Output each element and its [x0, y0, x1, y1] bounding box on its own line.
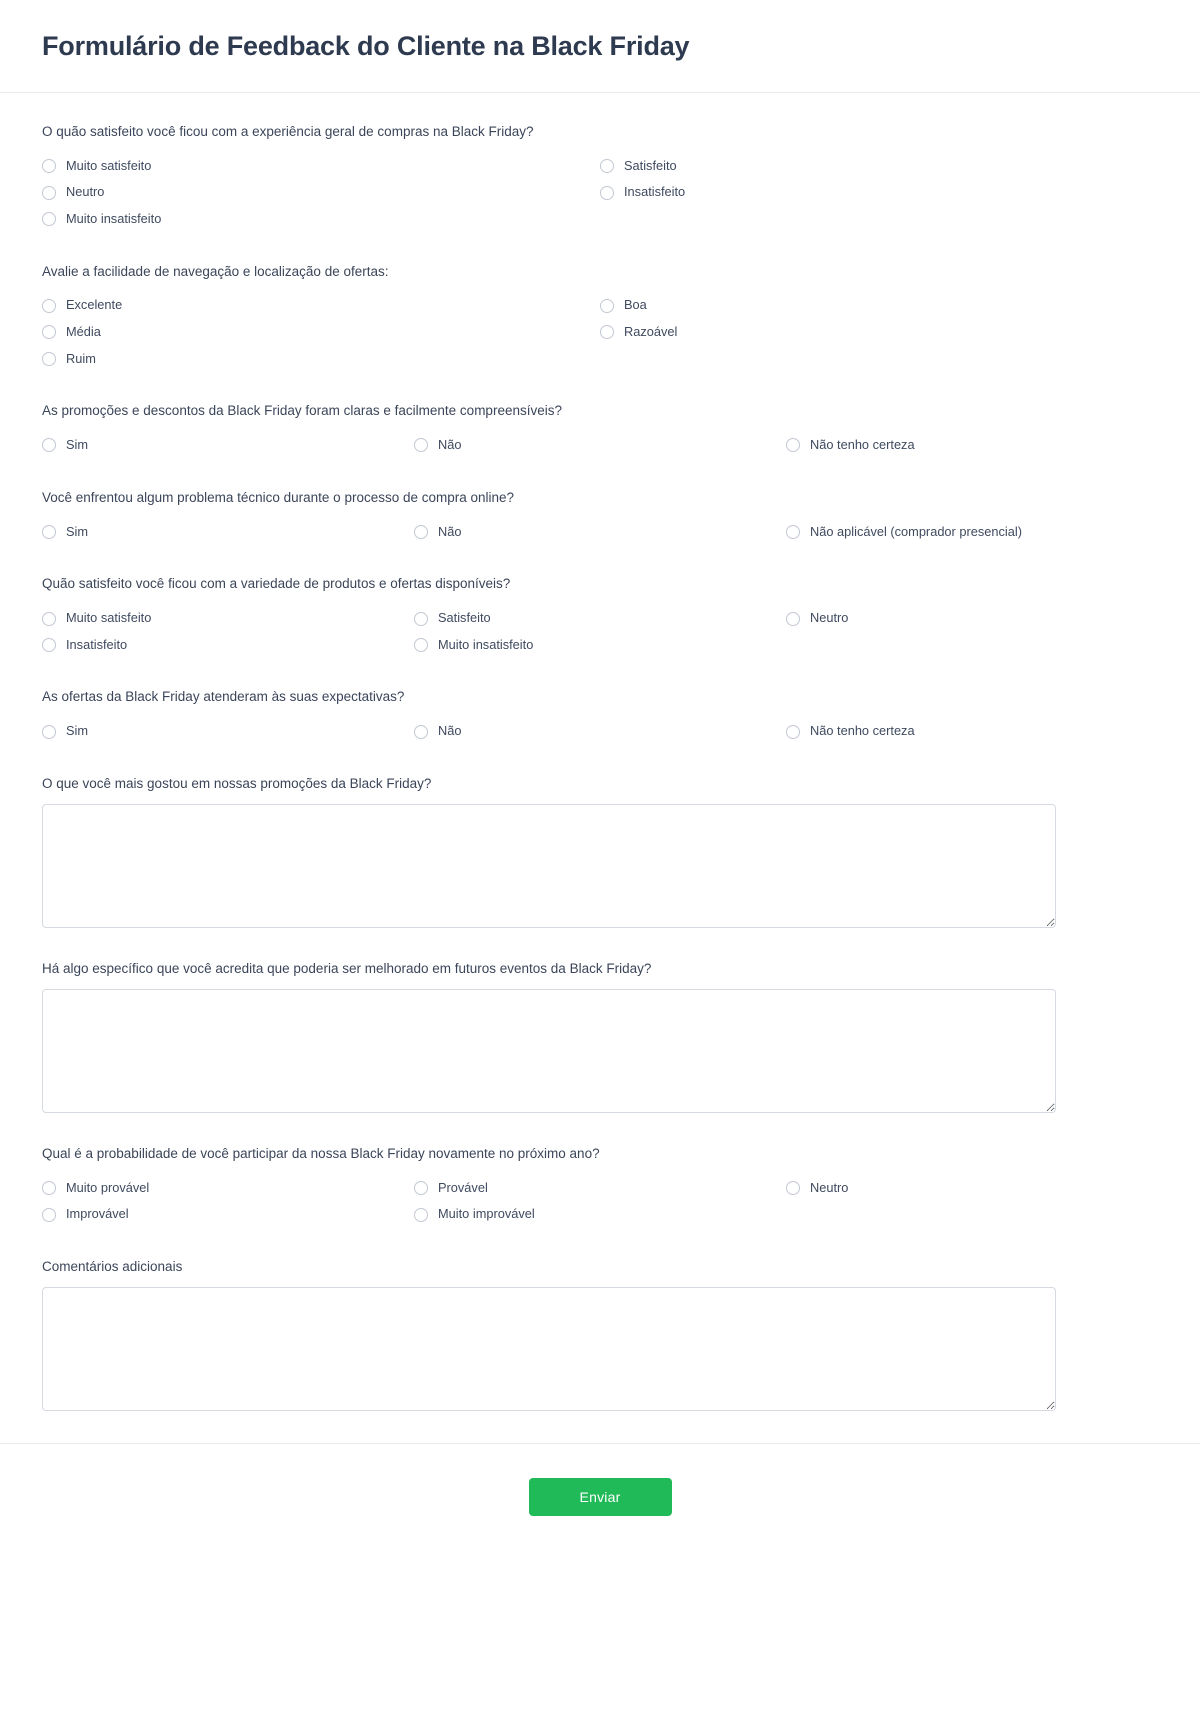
radio-circle-icon[interactable] [414, 1181, 428, 1195]
question-promocoes-claras [42, 402, 1158, 459]
option-label: Não [438, 723, 462, 739]
option-label: Não aplicável (comprador presencial) [810, 523, 1022, 539]
option-label: Neutro [810, 1179, 849, 1195]
radio-option-sim[interactable] [42, 432, 414, 459]
option-label: Muito satisfeito [66, 157, 152, 173]
radio-circle-icon[interactable] [600, 299, 614, 313]
radio-option-nao-tenho-certeza[interactable] [786, 718, 1158, 745]
radio-group-variedade-produtos [42, 605, 1158, 658]
option-label: Neutro [810, 610, 849, 626]
radio-circle-icon[interactable] [42, 352, 56, 366]
radio-option-media[interactable] [42, 319, 600, 346]
radio-circle-icon[interactable] [42, 438, 56, 452]
radio-circle-icon[interactable] [414, 638, 428, 652]
radio-circle-icon[interactable] [414, 438, 428, 452]
option-label: Sim [66, 523, 89, 539]
question-label: O que você mais gostou em nossas promoções da Black Friday? [42, 775, 432, 791]
radio-option-muito-satisfeito[interactable] [42, 153, 600, 180]
option-label: Muito satisfeito [66, 610, 152, 626]
radio-option-nao-tenho-certeza[interactable] [786, 432, 1158, 459]
radio-option-boa[interactable] [600, 292, 1158, 319]
question-mais-gostou [42, 775, 1158, 928]
question-label: Quão satisfeito você ficou com a variedade de produtos e ofertas disponíveis? [42, 576, 511, 592]
question-label: Qual é a probabilidade de você participar da nossa Black Friday novamente no próximo ano? [42, 1145, 600, 1161]
question-label: O quão satisfeito você ficou com a experiência geral de compras na Black Friday? [42, 123, 534, 139]
question-probabilidade-retorno [42, 1145, 1158, 1228]
radio-option-muito-improvavel[interactable] [414, 1201, 786, 1228]
radio-option-nao[interactable] [414, 432, 786, 459]
option-label: Sim [66, 723, 89, 739]
melhorias-textarea[interactable] [42, 989, 1056, 1113]
radio-option-satisfeito[interactable] [414, 605, 786, 632]
radio-group-probabilidade-retorno [42, 1175, 1158, 1228]
radio-option-razoavel[interactable] [600, 319, 1158, 346]
radio-circle-icon[interactable] [414, 1208, 428, 1222]
radio-option-sim[interactable] [42, 519, 414, 546]
question-label: As promoções e descontos da Black Friday foram claras e facilmente compreensíveis? [42, 403, 562, 419]
option-label: Ruim [66, 350, 96, 366]
radio-group-problema-tecnico [42, 519, 1158, 546]
option-label: Muito improvável [438, 1206, 535, 1222]
radio-option-nao[interactable] [414, 519, 786, 546]
radio-circle-icon[interactable] [414, 612, 428, 626]
option-label: Não [438, 437, 462, 453]
question-label: As ofertas da Black Friday atenderam às suas expectativas? [42, 689, 405, 705]
radio-option-muito-insatisfeito[interactable] [42, 206, 600, 233]
radio-option-insatisfeito[interactable] [42, 632, 414, 659]
radio-circle-icon[interactable] [414, 525, 428, 539]
radio-option-nao[interactable] [414, 718, 786, 745]
option-label: Não [438, 523, 462, 539]
radio-option-improvavel[interactable] [42, 1201, 414, 1228]
radio-option-insatisfeito[interactable] [600, 179, 1158, 206]
radio-option-ruim[interactable] [42, 346, 600, 373]
radio-circle-icon[interactable] [42, 299, 56, 313]
radio-option-satisfeito[interactable] [600, 153, 1158, 180]
question-label: Comentários adicionais [42, 1258, 183, 1274]
question-comentarios-adicionais [42, 1258, 1158, 1411]
question-label: Avalie a facilidade de navegação e localização de ofertas: [42, 263, 389, 279]
radio-circle-icon[interactable] [42, 638, 56, 652]
radio-circle-icon[interactable] [42, 525, 56, 539]
radio-option-sim[interactable] [42, 718, 414, 745]
radio-option-provavel[interactable] [414, 1175, 786, 1202]
radio-circle-icon[interactable] [42, 212, 56, 226]
radio-circle-icon[interactable] [786, 525, 800, 539]
option-label: Insatisfeito [66, 636, 128, 652]
question-variedade-produtos [42, 575, 1158, 658]
radio-circle-icon[interactable] [42, 159, 56, 173]
option-label: Não tenho certeza [810, 723, 915, 739]
question-label: Você enfrentou algum problema técnico durante o processo de compra online? [42, 489, 515, 505]
radio-option-muito-satisfeito[interactable] [42, 605, 414, 632]
radio-group-satisfacao-geral [42, 153, 1158, 233]
page-title: Formulário de Feedback do Cliente na Black Friday [42, 31, 690, 61]
radio-circle-icon[interactable] [600, 325, 614, 339]
radio-circle-icon[interactable] [42, 725, 56, 739]
mais-gostou-textarea[interactable] [42, 804, 1056, 928]
option-label: Neutro [66, 184, 105, 200]
option-label: Muito insatisfeito [438, 636, 534, 652]
form-header [0, 0, 1200, 93]
option-label: Satisfeito [624, 157, 677, 173]
option-label: Insatisfeito [624, 184, 686, 200]
question-problema-tecnico [42, 489, 1158, 546]
question-expectativas [42, 688, 1158, 745]
radio-option-nao-aplicavel[interactable] [786, 519, 1158, 546]
question-satisfacao-geral [42, 123, 1158, 233]
radio-circle-icon[interactable] [786, 725, 800, 739]
radio-group-facilidade-navegacao [42, 292, 1158, 372]
radio-circle-icon[interactable] [786, 612, 800, 626]
option-label: Média [66, 324, 101, 340]
radio-circle-icon[interactable] [600, 159, 614, 173]
radio-circle-icon[interactable] [42, 1181, 56, 1195]
question-melhorias [42, 960, 1158, 1113]
radio-option-neutro[interactable] [42, 179, 600, 206]
option-label: Sim [66, 437, 89, 453]
radio-circle-icon[interactable] [42, 612, 56, 626]
comentarios-adicionais-textarea[interactable] [42, 1287, 1056, 1411]
radio-group-promocoes-claras [42, 432, 1158, 459]
radio-group-expectativas [42, 718, 1158, 745]
option-label: Não tenho certeza [810, 437, 915, 453]
option-label: Provável [438, 1179, 488, 1195]
form-footer [0, 1443, 1200, 1556]
question-facilidade-navegacao [42, 263, 1158, 373]
option-label: Muito provável [66, 1179, 150, 1195]
radio-circle-icon[interactable] [786, 1181, 800, 1195]
form-body [0, 93, 1200, 1411]
option-label: Improvável [66, 1206, 129, 1222]
radio-option-muito-insatisfeito[interactable] [414, 632, 786, 659]
radio-circle-icon[interactable] [600, 186, 614, 200]
radio-option-excelente[interactable] [42, 292, 600, 319]
question-label: Há algo específico que você acredita que poderia ser melhorado em futuros eventos da Black Friday? [42, 960, 652, 976]
radio-circle-icon[interactable] [42, 325, 56, 339]
option-label: Muito insatisfeito [66, 210, 162, 226]
radio-option-neutro[interactable] [786, 605, 1158, 632]
radio-circle-icon[interactable] [42, 1208, 56, 1222]
radio-option-muito-provavel[interactable] [42, 1175, 414, 1202]
submit-button[interactable]: Enviar [529, 1478, 672, 1516]
radio-circle-icon[interactable] [786, 438, 800, 452]
radio-circle-icon[interactable] [414, 725, 428, 739]
option-label: Boa [624, 297, 647, 313]
radio-option-neutro[interactable] [786, 1175, 1158, 1202]
option-label: Satisfeito [438, 610, 491, 626]
option-label: Razoável [624, 324, 678, 340]
option-label: Excelente [66, 297, 123, 313]
radio-circle-icon[interactable] [42, 186, 56, 200]
